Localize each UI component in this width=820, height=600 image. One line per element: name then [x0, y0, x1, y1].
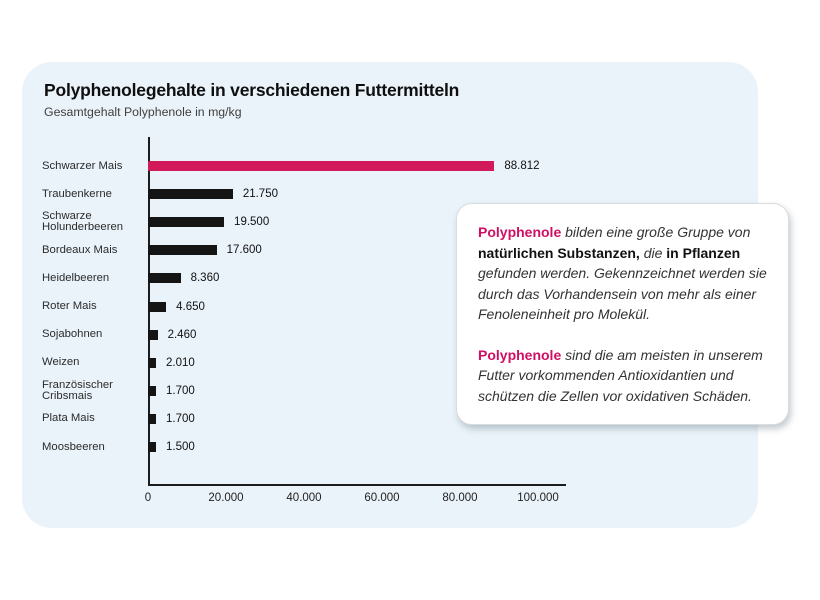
- bar: [148, 358, 156, 368]
- brand-keyword: Polyphenole: [478, 346, 562, 363]
- value-label: 19.500: [234, 216, 270, 229]
- bar: [148, 414, 156, 424]
- bar: [148, 273, 181, 283]
- category-label: Schwarzer Mais: [42, 159, 123, 172]
- info-text-segment: natürlichen Substanzen,: [478, 244, 640, 261]
- value-label: 1.700: [166, 412, 195, 425]
- chart-subtitle: Gesamtgehalt Polyphenole in mg/kg: [44, 105, 242, 119]
- bar: [148, 302, 166, 312]
- category-label: Schwarze Holunderbeeren: [42, 210, 124, 234]
- value-label: 8.360: [190, 272, 220, 285]
- value-label: 1.700: [166, 384, 195, 397]
- value-label: 21.750: [242, 188, 278, 201]
- value-label: 4.650: [176, 300, 205, 313]
- x-tick-label: 60.000: [364, 492, 400, 504]
- bar: [148, 161, 494, 171]
- bar: [148, 189, 233, 199]
- info-text-segment: bilden eine große Gruppe von: [561, 224, 751, 240]
- category-label: Weizen: [42, 356, 80, 369]
- bar: [148, 245, 217, 255]
- category-label: Roter Mais: [42, 300, 97, 313]
- category-label: Plata Mais: [42, 412, 95, 425]
- value-label: 88.812: [504, 160, 540, 172]
- bar: [148, 217, 224, 227]
- category-label: Französischer Cribsmais: [42, 379, 113, 402]
- bar: [148, 330, 158, 340]
- x-tick-label: 100.000: [517, 492, 559, 504]
- category-label: Sojabohnen: [42, 328, 103, 341]
- category-label: Moosbeeren: [42, 440, 105, 453]
- value-label: 17.600: [226, 244, 262, 257]
- info-paragraphs: [478, 222, 767, 406]
- category-label: Heidelbeeren: [42, 271, 110, 284]
- info-text-segment: in Pflanzen: [666, 244, 741, 261]
- brand-keyword: Polyphenole: [478, 224, 562, 240]
- chart-title: Polyphenolegehalte in verschiedenen Futtermitteln: [44, 80, 460, 100]
- x-tick-label: 40.000: [286, 492, 322, 504]
- info-text-segment: gefunden werden. Gekennzeichnet werden sie durch das Vorhandensein von mehr als einer Fenoleneinheit pro Molekül.: [478, 265, 767, 322]
- value-label: 1.500: [166, 441, 195, 453]
- info-box: [456, 203, 789, 425]
- x-tick-label: 0: [144, 492, 152, 504]
- x-tick-label: 20.000: [208, 492, 244, 504]
- x-axis-line: [148, 484, 566, 486]
- value-label: 2.010: [166, 356, 195, 369]
- bar: [148, 442, 156, 452]
- info-text-segment: sind die am meisten in unserem Futter vorkommenden Antioxidantien und schützen die Zellen vor oxidativen Schäden.: [478, 346, 763, 404]
- category-label: Traubenkerne: [42, 187, 112, 200]
- info-text-segment: die: [639, 244, 667, 261]
- value-label: 2.460: [167, 328, 197, 341]
- info-paragraph: [478, 222, 767, 325]
- bar: [148, 386, 156, 396]
- category-label: Bordeaux Mais: [42, 243, 118, 256]
- info-paragraph: [478, 345, 767, 407]
- x-tick-label: 80.000: [442, 492, 478, 504]
